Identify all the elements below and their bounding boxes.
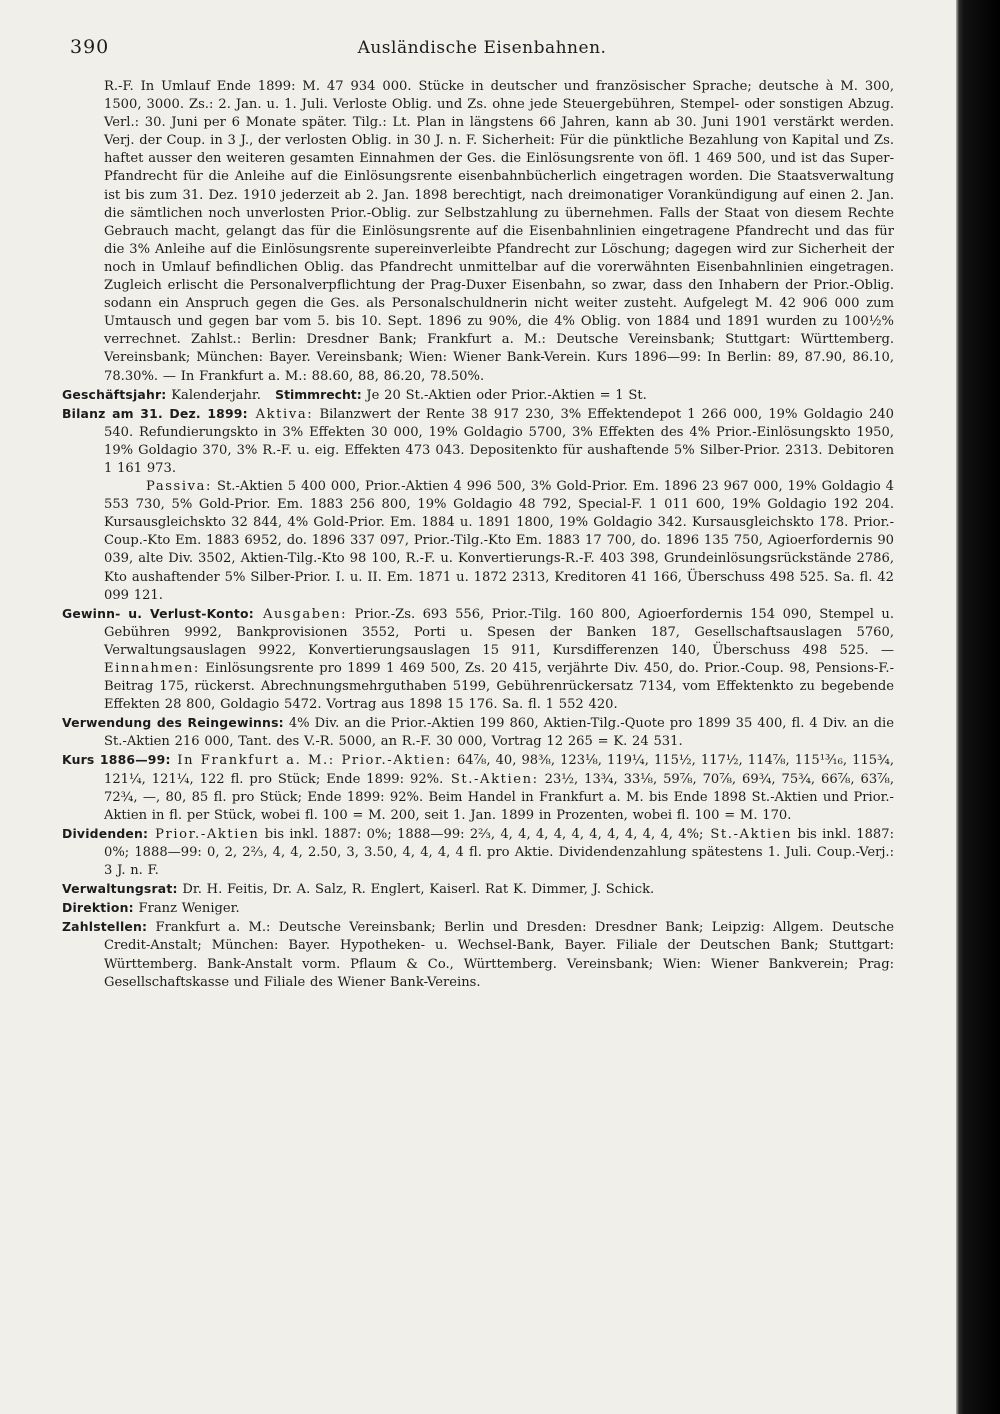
bilanz-entry (62, 405, 894, 478)
zahlstellen-entry (62, 918, 894, 991)
kurs-st-label: St.-Aktien: (443, 771, 539, 787)
verwaltungsrat-label: Verwaltungsrat: (62, 881, 178, 897)
dividenden-label: Dividenden: (62, 825, 149, 841)
dividenden-entry (62, 825, 894, 880)
einnahmen-label: Einnahmen: (104, 661, 200, 676)
geschaeftsjahr-label: Geschäftsjahr: (62, 386, 167, 402)
intro-paragraph (62, 78, 894, 386)
scan-edge-shadow (956, 0, 1000, 1414)
geschaeftsjahr-text: Kalenderjahr. (166, 387, 261, 403)
kurs-entry (62, 751, 894, 824)
ausgaben-label: Ausgaben: (253, 606, 348, 622)
aktiva-label: Aktiva: (247, 406, 314, 422)
verwendung-entry (62, 714, 894, 751)
kurs-st-text: 23½, 13¾, 33⅛, 59⅞, 70⅞, 69¾, 75¾, 66⅞, 63⅞, 72¾, —, 80, 85 fl. pro Stück; Ende 1899: 92%. Beim Handel in Frankfurt a. M. bis Ende 1898 St.-Aktien und Prior.-Aktien in fl. per Stück, wobei fl. 100 = M. 200, seit 1. Jan. 1899 in Prozenten, wobei fl. 100 = M. 170. (104, 771, 894, 823)
aktiva-text: Bilanzwert der Rente 38 917 230, 3% Effektendepot 1 266 000, 19% Goldagio 240 540. Refundierungskto in 3% Effekten 30 000, 19% Goldagio 5700, 3% Effekten des 4% Prior.-Einlösungskto 1950, 19% Goldagio 370, 3% R.-F. u. eig. Effekten 473 043. Depositenkto für aushaftende 5% Silber-Prior. 2313. Debitoren 1 161 973. (104, 406, 894, 476)
direktion-label: Direktion: (62, 900, 134, 916)
kurs-ffm-label: In Frankfurt a. M.: Prior.-Aktien: (170, 753, 452, 769)
page-number: 390 (70, 36, 110, 58)
verwaltungsrat-text: Dr. H. Feitis, Dr. A. Salz, R. Englert, Kaiserl. Rat K. Dimmer, J. Schick. (177, 882, 655, 898)
einnahmen-text: Einlösungsrente pro 1899 1 469 500, Zs. 20 415, verjährte Div. 450, do. Prior.-Coup. 98, Pensions-F.-Beitrag 175, rückerst. Abrechnungsmehrguthaben 5199, Gebührenrückersatz 7134, vom Effektenkto zu begebende Effekten 28 800, Goldagio 5472. Vortrag aus 1898 15 176. Sa. fl. 1 552 420. (104, 661, 894, 713)
zahlstellen-label: Zahlstellen: (62, 919, 148, 935)
passiva-text: St.-Aktien 5 400 000, Prior.-Aktien 4 996 500, 3% Gold-Prior. Em. 1896 23 967 000, 19% Goldagio 4 553 730, 5% Gold-Prior. Em. 1883 256 800, 19% Goldagio 48 792, Special-F. 1 011 600, 19% Goldagio 192 204. Kursausgleichskto 32 844, 4% Gold-Prior. Em. 1884 u. 1891 1800, 19% Goldagio 342. Kursausgleichskto 178. Prior.-Coup.-Kto Em. 1883 6952, do. 1896 337 097, Prior.-Tilg.-Kto Em. 1883 17 700, do. 1896 135 750, Agioerfordernis 90 039, alte Div. 3502, Aktien-Tilg.-Kto 98 100, R.-F. u. Konvertierungs-R.-F. 403 398, Grundeinlösungsrückstände 2786, Kto aushaftender 5% Silber-Prior. I. u. II. Em. 1871 u. 1872 2313, Kreditoren 41 166, Überschuss 498 525. Sa. fl. 42 099 121. (104, 479, 894, 603)
page-header (62, 36, 942, 64)
verwendung-text: 4% Div. an die Prior.-Aktien 199 860, Aktien-Tilg.-Quote pro 1899 35 400, fl. 4 Div. an die St.-Aktien 216 000, Tant. des V.-R. 5000, an R.-F. 30 000, Vortrag 12 265 = K. 24 531. (104, 716, 894, 750)
verwendung-label: Verwendung des Reingewinns: (62, 715, 284, 731)
dividenden-prior-label: Prior.-Aktien (148, 826, 260, 842)
direktion-text: Franz Weniger. (133, 901, 240, 917)
geschaeftsjahr-entry (62, 386, 894, 405)
stimmrecht-text: Je 20 St.-Aktien oder Prior.-Aktien = 1 St. (361, 387, 647, 403)
bilanz-label: Bilanz am 31. Dez. 1899: (62, 405, 248, 421)
running-title: Ausländische Eisenbahnen. (357, 38, 607, 58)
stimmrecht-label: Stimmrecht: (275, 386, 362, 402)
main-text (62, 78, 894, 992)
ausgaben-text: Prior.-Zs. 693 556, Prior.-Tilg. 160 800, Agioerfordernis 154 090, Stempel u. Gebühren 9992, Bankprovisionen 3552, Porti u. Spesen der Banken 187, Gesellschaftsauslagen 5760, Verwaltungsauslagen 9922, Konvertierungsauslagen 15 911, Kursdifferenzen 140, Überschuss 498 525. — (104, 606, 894, 658)
passiva-paragraph (62, 478, 894, 605)
verwaltungsrat-entry (62, 880, 894, 899)
direktion-entry (62, 899, 894, 918)
zahlstellen-text: Frankfurt a. M.: Deutsche Vereinsbank; Berlin und Dresden: Dresdner Bank; Leipzig: Allgem. Deutsche Credit-Anstalt; München: Bayer. Hypotheken- u. Wechsel-Bank, Bayer. Filiale der Deutschen Bank; Stuttgart: Württemberg. Bank-Anstalt vorm. Pflaum & Co., Württemberg. Vereinsbank; Wien: Wiener Bankverein; Prag: Gesellschaftskasse und Filiale des Wiener Bank-Vereins. (104, 920, 894, 990)
intro-text: R.-F. In Umlauf Ende 1899: M. 47 934 000. Stücke in deutscher und französischer Sprache; deutsche à M. 300, 1500, 3000. Zs.: 2. Jan. u. 1. Juli. Verloste Oblig. und Zs. ohne jede Steuergebühren, Stempel- oder sonstigen Abzug. Verl.: 30. Juni per 6 Monate später. Tilg.: Lt. Plan in längstens 66 Jahren, kann ab 30. Juni 1901 verstärkt werden. Verj. der Coup. in 3 J., der verlosten Oblig. in 30 J. n. F. Sicherheit: Für die pünktliche Bezahlung von Kapital und Zs. haftet ausser den weiteren gesamten Einnahmen der Ges. die Einlösungsrente von öfl. 1 469 500, und ist das Super-Pfandrecht für die Anleihe auf die Einlösungsrente eisenbahnbücherlich eingetragen worden. Die Staatsverwaltung ist bis zum 31. Dez. 1910 jederzeit ab 2. Jan. 1898 berechtigt, nach dreimonatiger Vorankündigung auf einen 2. Jan. die sämtlichen noch unverlosten Prior.-Oblig. zur Selbstzahlung zu übernehmen. Falls der Staat von diesem Rechte Gebrauch macht, gelangt das für die Einlösungsrente auf die Eisenbahnlinien eingetragene Pfandrecht und das für die 3% Anleihe auf die Einlösungsrente supereinverleibte Pfandrecht zur Löschung; dagegen wird zur Sicherheit der noch in Umlauf befindlichen Oblig. das Pfandrecht unmittelbar auf die vorerwähnten Eisenbahnlinien eingetragen. Zugleich erlischt die Personalverpflichtung der Prag-Duxer Eisenbahn, so zwar, dass den Inhabern der Prior.-Oblig. sodann ein Anspruch gegen die Ges. als Personalschuldnerin nicht weiter zusteht. Aufgelegt M. 42 906 000 zum Umtausch und gegen bar vom 5. bis 10. Sept. 1896 zu 90%, die 4% Oblig. von 1884 und 1891 wurden zu 100½% verrechnet. Zahlst.: Berlin: Dresdner Bank; Frankfurt a. M.: Deutsche Vereinsbank; Stuttgart: Württemberg. Vereinsbank; München: Bayer. Vereinsbank; Wien: Wiener Bank-Verein. Kurs 1896—99: In Berlin: 89, 87.90, 86.10, 78.30%. — In Frankfurt a. M.: 88.60, 88, 86.20, 78.50%. (104, 79, 894, 384)
gewinn-label: Gewinn- u. Verlust-Konto: (62, 605, 254, 621)
dividenden-st-text: bis inkl. 1887: 0%; 1888—99: 0, 2, 2⅔, 4, 4, 2.50, 3, 3.50, 4, 4, 4, 4 fl. pro Aktie. Dividendenzahlung spätestens 1. Juli. Coup.-Verj.: 3 J. n. F. (104, 826, 895, 879)
passiva-label: Passiva: (146, 479, 213, 495)
gewinn-entry (62, 605, 894, 715)
kurs-label: Kurs 1886—99: (62, 752, 171, 768)
dividenden-st-label: St.-Aktien (703, 826, 793, 842)
kurs-prior-text: 64⅞, 40, 98⅜, 123⅛, 119¼, 115½, 117½, 114⅞, 115¹³⁄₁₆, 115¾, 121¼, 121¼, 122 fl. pro Stück; Ende 1899: 92%. (104, 753, 894, 787)
dividenden-prior-text: bis inkl. 1887: 0%; 1888—99: 2⅔, 4, 4, 4, 4, 4, 4, 4, 4, 4, 4, 4%; (259, 826, 704, 842)
